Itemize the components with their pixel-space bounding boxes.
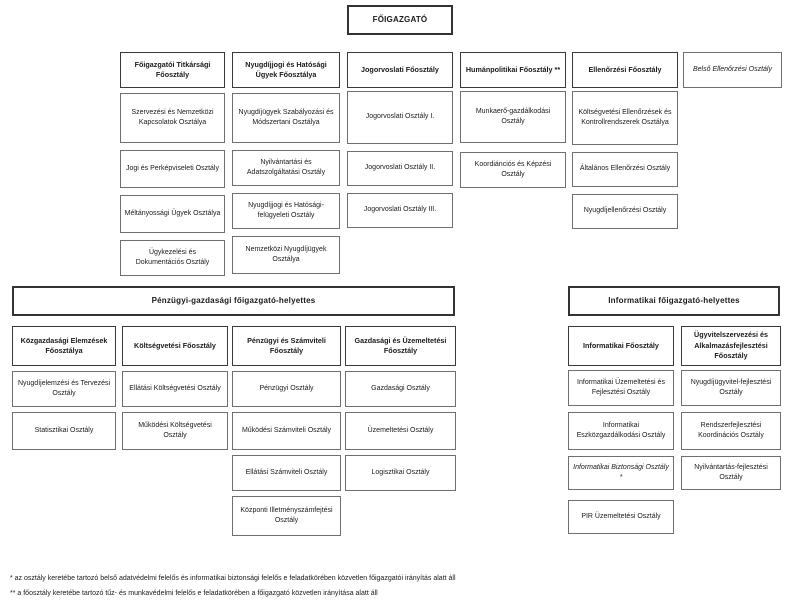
unit-box: Statisztikai Osztály [12,412,116,450]
dept-header-penzugyi-szamviteli: Pénzügyi és Számviteli Főosztály [232,326,341,366]
unit-box: Informatikai Üzemeltetési és Fejlesztési Osztály [568,370,674,406]
unit-box: Jogorvoslati Osztály I. [347,91,453,144]
unit-box: Jogorvoslati Osztály III. [347,193,453,228]
unit-box: Általános Ellenőrzési Osztály [572,152,678,187]
footnote-2: ** a főosztály keretébe tartozó tűz- és munkavédelmi felelős e feladatkörében a főigazgató közvetlen irányítása alatt áll [10,590,378,597]
unit-box-belso-ellenorzesi: Belső Ellenőrzési Osztály [683,52,782,88]
unit-box: Ellátási Költségvetési Osztály [122,371,228,407]
unit-box: Nyugdíjjogi és Hatósági-felügyeleti Osztály [232,193,340,229]
unit-box: Szervezési és Nemzetközi Kapcsolatok Osztálya [120,93,225,143]
unit-box: Nyugdíjellenőrzési Osztály [572,194,678,229]
unit-box: Rendszerfejlesztési Koordinációs Osztály [681,412,781,450]
unit-box: Jogorvoslati Osztály II. [347,151,453,186]
dept-header-ugyvitelszervezesi: Ügyvitelszervezési és Alkalmazásfejlesztési Főosztály [681,326,781,366]
director-box: FŐIGAZGATÓ [347,5,453,35]
deputy-header-finance: Pénzügyi-gazdasági főigazgató-helyettes [12,286,455,316]
unit-box: Méltányossági Ügyek Osztálya [120,195,225,233]
unit-box: Pénzügyi Osztály [232,371,341,407]
unit-box: Gazdasági Osztály [345,371,456,407]
unit-box: Üzemeltetési Osztály [345,412,456,450]
unit-box: Ellátási Számviteli Osztály [232,455,341,491]
unit-box: Koordiánciós és Képzési Osztály [460,152,566,188]
unit-box: Működési Költségvetési Osztály [122,412,228,450]
dept-header-titkarsagi: Főigazgatói Titkársági Főosztály [120,52,225,88]
unit-box: Nemzetközi Nyugdíjügyek Osztálya [232,236,340,274]
dept-header-jogorvoslati: Jogorvoslati Főosztály [347,52,453,88]
deputy-header-it: Informatikai főigazgató-helyettes [568,286,780,316]
dept-header-gazdasagi-uzemeltetesi: Gazdasági és Üzemeltetési Főosztály [345,326,456,366]
dept-header-ellenorzesi: Ellenőrzési Főosztály [572,52,678,88]
unit-box: PIR Üzemeltetési Osztály [568,500,674,534]
footnote-1: * az osztály keretébe tartozó belső adatvédelmi felelős és informatikai biztonsági felelős e feladatkörében közvetlen főigazgatói irányítás alatt áll [10,575,456,582]
unit-box: Központi Illetményszámfejtési Osztály [232,496,341,536]
dept-header-nyugdijjogi: Nyugdíjjogi és Hatósági Ügyek Főosztálya [232,52,340,88]
dept-header-kozgazdasagi: Közgazdasági Elemzések Főosztálya [12,326,116,366]
unit-box-informatikai-biztonsagi: Informatikai Biztonsági Osztály * [568,456,674,490]
unit-box: Működési Számviteli Osztály [232,412,341,450]
unit-box: Ügykezelési és Dokumentációs Osztály [120,240,225,276]
unit-box: Nyilvántartás-fejlesztési Osztály [681,456,781,490]
unit-box: Munkaerő-gazdálkodási Osztály [460,91,566,143]
unit-box: Költségvetési Ellenőrzések és Kontrollrendszerek Osztálya [572,91,678,145]
dept-header-informatikai: Informatikai Főosztály [568,326,674,366]
unit-box: Nyilvántartási és Adatszolgáltatási Osztály [232,150,340,186]
dept-header-koltsegvetesi: Költségvetési Főosztály [122,326,228,366]
unit-box: Logisztikai Osztály [345,455,456,491]
unit-box: Nyugdíjügyvitel-fejlesztési Osztály [681,370,781,406]
unit-box: Nyugdíjügyek Szabályozási és Módszertani Osztálya [232,93,340,143]
dept-header-humanpolitikai: Humánpolitikai Főosztály ** [460,52,566,88]
unit-box: Jogi és Perképviseleti Osztály [120,150,225,188]
unit-box: Informatikai Eszközgazdálkodási Osztály [568,412,674,450]
unit-box: Nyugdíjelemzési és Tervezési Osztály [12,371,116,407]
